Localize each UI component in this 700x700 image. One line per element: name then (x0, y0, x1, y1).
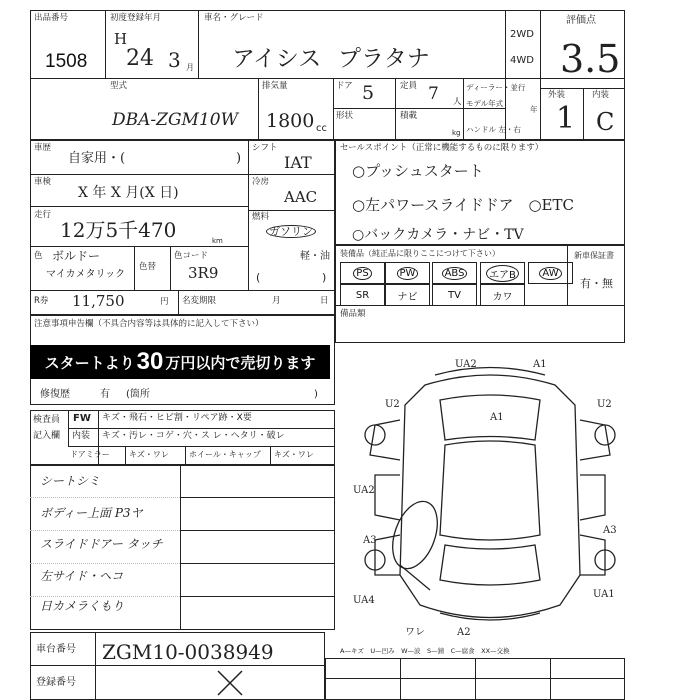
score-label: 評価点 (566, 15, 596, 26)
registration-year: 24 (126, 46, 154, 71)
displacement: 1800 (266, 110, 315, 132)
fuel-paren-open: ( (256, 271, 261, 284)
new-car-warranty-label: 新車保証書 (574, 251, 614, 260)
drive-4wd: 4WD (510, 55, 534, 66)
equipment-item-label: AW (539, 267, 561, 280)
name-change-label: 名変期限 (182, 296, 217, 306)
exterior-label: 外装 (548, 90, 566, 100)
interior-grade: C (596, 108, 615, 136)
inspection-value: X 年 X 月(X 日) (78, 185, 179, 201)
handle-label: ハンドル 左・右 (466, 125, 521, 134)
name-change-day: 日 (320, 296, 329, 306)
displacement-label: 排気量 (262, 81, 288, 91)
mark-ua2-left: UA2 (353, 485, 375, 496)
fw-text: キズ・飛石・ヒビ割・リペア跡・X要 (102, 413, 252, 423)
mark-ua2-top: UA2 (455, 359, 477, 370)
fuel-value: ガソリン (266, 225, 316, 238)
equipment-item-label: TV (448, 289, 461, 301)
equipment-item-label: SR (355, 289, 370, 301)
mark-a3-right: A3 (603, 525, 617, 536)
km-unit: km (212, 237, 223, 245)
equipment-item (528, 262, 573, 284)
sales-point-1: ○プッシュスタート (352, 162, 484, 180)
color-code-label: 色コード (174, 251, 209, 261)
type-label: 型式 (110, 81, 128, 91)
mark-a3-left: A3 (363, 535, 377, 546)
repair-paren-close: ) (314, 389, 318, 400)
equipment-item-label: エアB (486, 265, 519, 282)
fw-label: FW (73, 413, 91, 424)
inspection-label: 車検 (34, 177, 52, 187)
mark-ua4: UA4 (353, 595, 375, 606)
inspector-label-1: 検査員 (33, 415, 61, 425)
era: H (114, 30, 128, 48)
shift-label: シフト (252, 143, 278, 153)
equipment-item-label: PW (397, 267, 419, 280)
name-change-month: 月 (272, 296, 281, 306)
remark-line: シートシミ (40, 474, 101, 488)
equipment-item-label: ABS (442, 267, 468, 280)
equipment-item-label: カワ (492, 291, 513, 303)
yen-unit: 円 (160, 297, 169, 307)
equipment-item (385, 284, 430, 306)
model-label: 車名・グレード (204, 13, 264, 23)
registration-strike (215, 668, 245, 698)
color-value: ボルドー (52, 249, 101, 263)
equipment-item (340, 262, 385, 284)
capacity: 7 (428, 84, 439, 104)
notes-label: 備品類 (340, 309, 366, 319)
use-value: 自家用・( (68, 151, 126, 166)
wheel-label: ホイール・キャップ (189, 450, 261, 459)
door-mirror-text: キズ・ワレ (129, 450, 169, 459)
fuel-paren-close: ) (322, 271, 327, 284)
remark-line: スライドドアー タッチ (40, 537, 163, 551)
interior-label: 内装 (592, 90, 610, 100)
year-unit: 年 (530, 105, 538, 114)
shape-label: 形状 (336, 111, 354, 121)
dealer-label: ディーラー・並行 (466, 83, 526, 92)
damage-legend: A—キズ U—凹み W—波 S—錆 C—腐食 XX—交換 (340, 647, 510, 655)
car-damage-diagram (345, 345, 635, 640)
ac-value: AAC (284, 188, 318, 206)
remark-line: 左サイド・ヘコ (40, 569, 124, 583)
repair-yes: 有 (100, 389, 110, 400)
doors-label: ドア (336, 81, 353, 91)
kg-unit: kg (452, 129, 461, 137)
banner-amount: 30 (136, 348, 164, 375)
remark-line: 日カメラくもり (40, 599, 125, 613)
new-car-warranty-value: 有・無 (580, 277, 613, 290)
inspector-label-2: 記入欄 (33, 431, 61, 441)
mark-a1-top: A1 (533, 359, 547, 370)
first-registration-label: 初度登録年月 (110, 13, 162, 23)
equipment-item-label: ナビ (397, 291, 418, 303)
capacity-label: 定員 (400, 81, 418, 91)
model-code: DBA-ZGM10W (112, 110, 239, 130)
equipment-item (432, 284, 477, 306)
sales-point-3: ○バックカメラ・ナビ・TV (352, 227, 524, 243)
load-label: 積載 (400, 111, 418, 121)
equipment-item (340, 284, 385, 306)
mark-ua1: UA1 (593, 589, 615, 600)
repair-place: (箇所 (126, 389, 150, 400)
equipment-item (432, 262, 477, 284)
equipment-item (480, 284, 525, 306)
color-value-2: マイカメタリック (46, 269, 126, 280)
mark-crack: ワレ (405, 627, 425, 638)
model-year-label: モデル年式 (466, 99, 504, 108)
ac-label: 冷房 (252, 177, 270, 187)
shift-value: IAT (284, 153, 312, 172)
recycle-value: 11,750 (72, 292, 125, 310)
use-paren-close: ) (236, 151, 242, 166)
equipment-item-label: PS (353, 267, 371, 280)
equipment-item (385, 262, 430, 284)
banner-prefix: スタートより (44, 354, 135, 372)
color-label: 色 (34, 251, 43, 261)
recycle-label: R券 (34, 296, 49, 306)
notes-title: 注意事項申告欄（不具合内容等は具体的に記入して下さい） (34, 319, 264, 329)
banner-suffix: 万円以内で売切ります (165, 354, 316, 372)
lot-number: 1508 (45, 51, 88, 72)
sales-point-2: ○左パワースライドドア ○ETC (352, 196, 574, 214)
cc-unit: cc (316, 123, 327, 134)
color-change-label: 色替 (139, 262, 157, 272)
equipment-item (480, 262, 525, 284)
fuel-label: 燃料 (252, 212, 270, 222)
mark-a1-roof: A1 (490, 412, 504, 423)
interior-row-text: キズ・汚レ・コゲ・穴・ス レ・ヘタリ・破レ (102, 431, 285, 441)
repair-label: 修復歴 (40, 389, 70, 400)
chassis-label: 車台番号 (36, 644, 76, 655)
persons-unit: 人 (453, 97, 462, 107)
mileage-value: 12万5千470 (60, 218, 177, 242)
registration-month: 3 (168, 48, 181, 72)
remark-line: ボディー上面 P3ヤ (40, 506, 143, 520)
mark-u2-left: U2 (385, 399, 400, 410)
door-mirror-label: ドアミラー (70, 450, 110, 459)
score-value: 3.5 (560, 37, 621, 81)
registration-label: 登録番号 (36, 677, 76, 688)
doors: 5 (362, 82, 375, 104)
drive-2wd: 2WD (510, 29, 534, 40)
interior-row-label: 内装 (72, 431, 91, 441)
chassis-number: ZGM10-0038949 (102, 640, 274, 664)
mark-u2-right: U2 (597, 399, 612, 410)
equipment-label: 装備品（純正品に限りここにつけて下さい） (340, 249, 500, 258)
sales-point-title: セールスポイント（正常に機能するものに限ります） (340, 143, 544, 153)
color-code: 3R9 (188, 264, 219, 282)
month-unit: 月 (186, 63, 194, 72)
use-label: 車歴 (34, 143, 52, 153)
sale-banner (30, 345, 330, 379)
mark-a2: A2 (457, 627, 471, 638)
grade: プラタナ (338, 46, 430, 72)
mileage-label: 走行 (34, 210, 52, 220)
fuel-options: 軽・油 (300, 251, 330, 262)
lot-number-label: 出品番号 (34, 13, 69, 23)
wheel-text: キズ・ワレ (274, 450, 314, 459)
exterior-grade: 1 (556, 101, 576, 136)
model-name: アイシス (232, 46, 322, 72)
